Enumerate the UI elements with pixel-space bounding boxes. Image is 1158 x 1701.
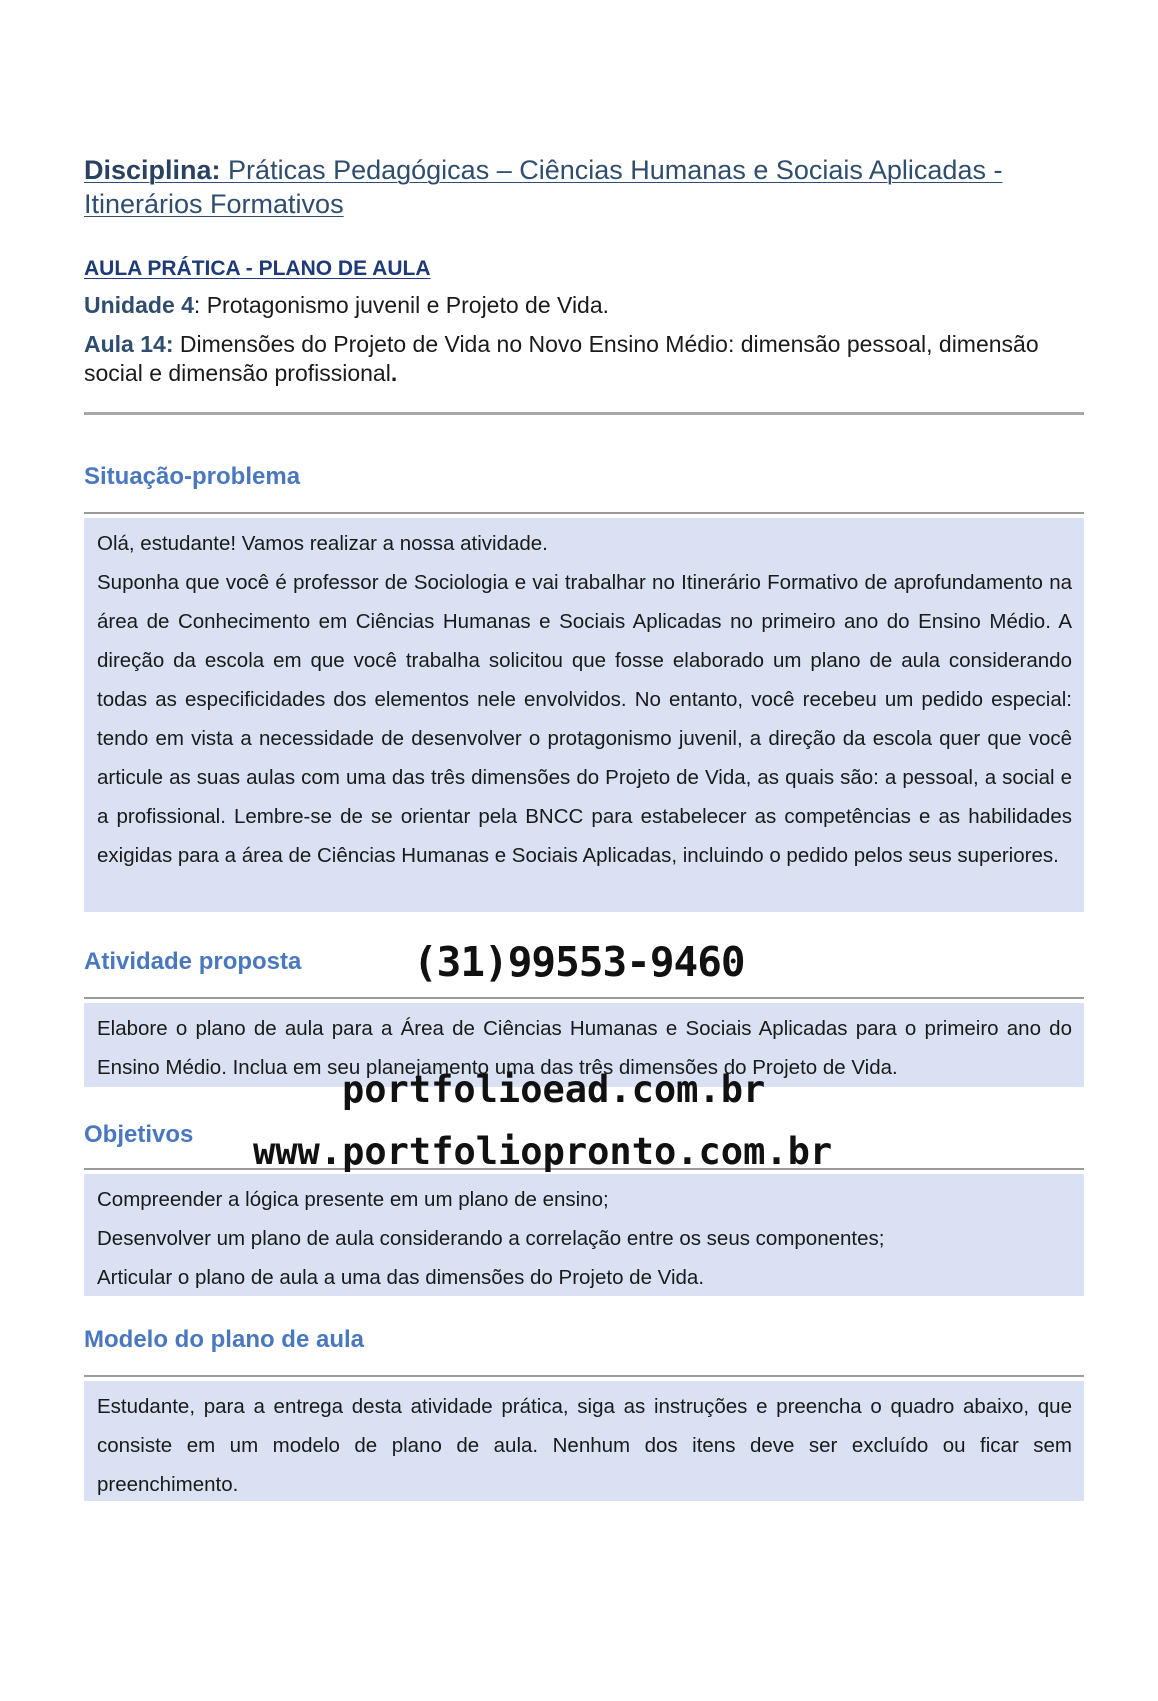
atividade-title: Atividade proposta <box>84 948 302 975</box>
disciplina-label: Disciplina: <box>84 155 221 185</box>
situacao-box <box>84 518 1084 912</box>
objetivos-title: Objetivos <box>84 1121 194 1148</box>
watermark-site-portfolioead: portfolioead.com.br <box>342 1068 766 1111</box>
disciplina-heading <box>84 153 1084 221</box>
situacao-body: Suponha que você é professor de Sociologia e vai trabalhar no Itinerário Formativo de aprofundamento na área de Conhecimento em Ciências Humanas e Sociais Aplicadas no primeiro ano do Ensino Médio. A direção da escola em que você trabalha solicitou que fosse elaborado um plano de aula considerando todas as especificidades dos elementos nele envolvidos. No entanto, você recebeu um pedido especial: tendo em vista a necessidade de desenvolver o protagonismo juvenil, a direção da escola quer que você articule as suas aulas com uma das três dimensões do Projeto de Vida, as quais são: a pessoal, a social e a profissional. Lembre-se de se orientar pela BNCC para estabelecer as competências e as habilidades exigidas para a área de Ciências Humanas e Sociais Aplicadas, incluindo o pedido pelos seus superiores. <box>97 571 1072 867</box>
situacao-divider <box>84 512 1084 514</box>
objetivo-item: Compreender a lógica presente em um plano de ensino; <box>97 1188 609 1211</box>
objetivo-item: Articular o plano de aula a uma das dimensões do Projeto de Vida. <box>97 1266 705 1289</box>
aula-text: Dimensões do Projeto de Vida no Novo Ensino Médio: dimensão pessoal, dimensão social e dimensão profissional <box>84 331 1039 386</box>
atividade-divider <box>84 997 1084 999</box>
watermark-site-portfoliopronto: www.portfoliopronto.com.br <box>253 1130 833 1173</box>
unidade-label: Unidade 4 <box>84 292 194 318</box>
aula-pratica-heading: AULA PRÁTICA - PLANO DE AULA <box>84 257 431 280</box>
modelo-body: Estudante, para a entrega desta atividade prática, siga as instruções e preencha o quadro abaixo, que consiste em um modelo de plano de aula. Nenhum dos itens deve ser excluído ou ficar sem preenchimento. <box>97 1395 1072 1496</box>
unidade-text: : Protagonismo juvenil e Projeto de Vida. <box>193 292 610 318</box>
atividade-body: Elabore o plano de aula para a Área de Ciências Humanas e Sociais Aplicadas para o primeiro ano do Ensino Médio. Inclua em seu planejamento uma das três dimensões do Projeto de Vida. <box>97 1017 1072 1079</box>
disciplina-text: Práticas Pedagógicas – Ciências Humanas e Sociais Aplicadas - Itinerários Formativos <box>84 155 1003 219</box>
header-divider <box>84 412 1084 415</box>
unidade-line <box>84 291 1084 320</box>
situacao-title: Situação-problema <box>84 463 301 490</box>
aula-line <box>84 330 1084 388</box>
watermark-phone: (31)99553-9460 <box>413 938 745 986</box>
modelo-title: Modelo do plano de aula <box>84 1326 365 1353</box>
aula-label: Aula 14: <box>84 331 174 357</box>
modelo-box <box>84 1381 1084 1501</box>
objetivo-item: Desenvolver um plano de aula considerando a correlação entre os seus componentes; <box>97 1227 885 1250</box>
situacao-greeting: Olá, estudante! Vamos realizar a nossa atividade. <box>97 532 548 555</box>
objetivos-box <box>84 1174 1084 1296</box>
modelo-divider <box>84 1375 1084 1377</box>
aula-end: . <box>390 360 398 386</box>
